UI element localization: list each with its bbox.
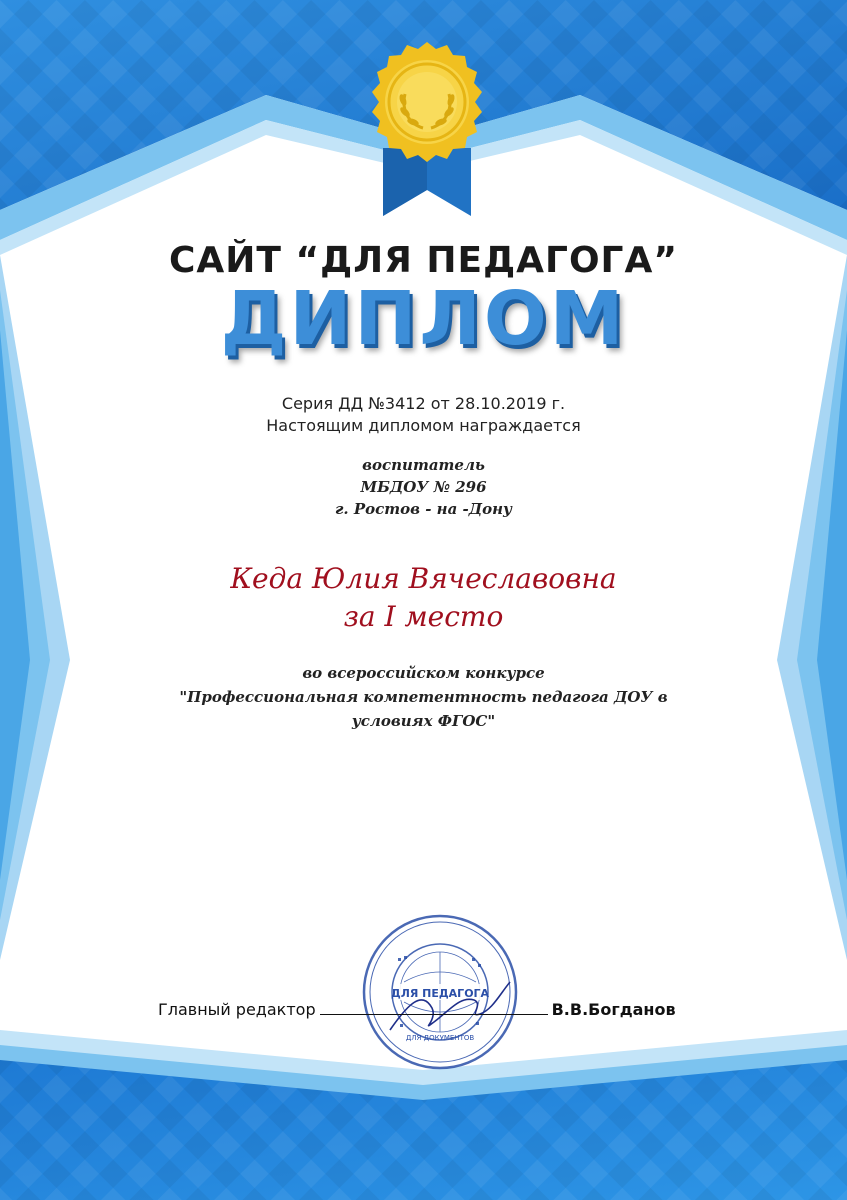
awarded-line: Настоящим дипломом награждается [266,416,581,435]
award-place: за I место [343,600,504,633]
editor-role: Главный редактор [158,1000,316,1019]
series-line: Серия ДД №3412 от 28.10.2019 г. [281,394,566,413]
recipient-city: г. Ростов - на -Дону [334,500,513,518]
stamp-bottom-text: ДЛЯ ДОКУМЕНТОВ [405,1034,475,1042]
editor-name: В.В.Богданов [551,1000,676,1019]
signature-line [320,1000,548,1015]
recipient-position: воспитатель [362,456,485,474]
contest-line-1: во всероссийском конкурсе [302,664,545,682]
company-stamp [360,912,520,1072]
recipient-organization: МБДОУ № 296 [360,478,487,496]
contest-line-2: "Профессиональная компетентность педагога ДОУ в [179,688,668,706]
site-title: САЙТ “ДЛЯ ПЕДАГОГА” [168,240,679,281]
stamp-center-text: ДЛЯ ПЕДАГОГА [390,987,490,1000]
contest-line-3: условиях ФГОС" [351,712,496,730]
signature-row [158,1000,718,1019]
diploma-heading: ДИПЛОМ [220,276,627,362]
recipient-name: Кеда Юлия Вячеславовна [230,562,617,595]
